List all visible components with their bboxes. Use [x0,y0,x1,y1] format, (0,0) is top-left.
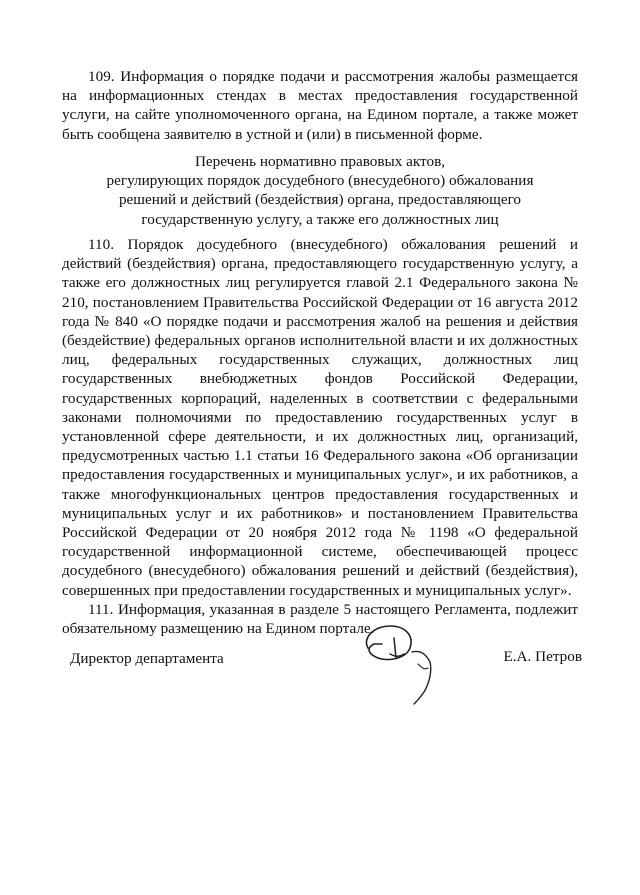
signatory-position: Директор департамента [70,650,224,667]
heading-line-2: регулирующих порядок досудебного (внесудебного) обжалования [106,172,534,190]
heading-line-1: Перечень нормативно правовых актов, [194,153,446,170]
heading-line-4: государственную услугу, а также его должностных лиц [141,210,499,228]
paragraph-109: 109. Информация о порядке подачи и рассмотрения жалобы размещается на информационных стендах в местах предоставления государственной услуги, на сайте уполномоченного органа, на Едином портале, а также может быть сообщена заявителю в устной и (или) в письменной форме. [62,68,578,143]
paragraph-111: 111. Информация, указанная в разделе 5 настоящего Регламента, подлежит обязательному размещению на Едином портале. [62,600,578,638]
paragraph-110: 110. Порядок досудебного (внесудебного) обжалования решений и действий (бездействия) органа, предоставляющего государственную услугу, а также его должностных лиц регулируется главой 2.1 Федерального закона № 210, постановлением Правительства Российской Федерации от 16 августа 2012 года № 840 «О порядке подачи и рассмотрения жалоб на решения и действия (бездействие) федеральных органов исполнительной власти и их должностных лиц, федеральных государственных служащих, должностных лиц государственных внебюджетных фондов Российской Федерации, государственных корпораций, наделенных в соответствии с федеральными законами полномочиями по предоставлению государственных услуг в установленной сфере деятельности, и их должностных лиц, организаций, предусмотренных частью 1.1 статьи 16 Федерального закона «Об организации предоставления государственных и муниципальных услуг», и их работников, а также многофункциональных центров предоставления государственных и муниципальных услуг и их работников» и постановлением Правительства Российской Федерации от 20 ноября 2012 года № 1198 «О федеральной государственной информационной системе, обеспечивающей процесс досудебного (внесудебного) обжалования решений и действий (бездействия), совершенных при предоставлении государственных и муниципальных услуг». [62,236,578,599]
signatory-name: Е.А. Петров [503,648,582,665]
handwritten-signature [360,618,450,708]
paragraphs-110-111-block [62,235,578,638]
heading-line-3: решений и действий (бездействия) органа, предоставляющего [118,191,522,209]
paragraph-109-block [62,67,578,144]
section-heading [62,152,578,229]
